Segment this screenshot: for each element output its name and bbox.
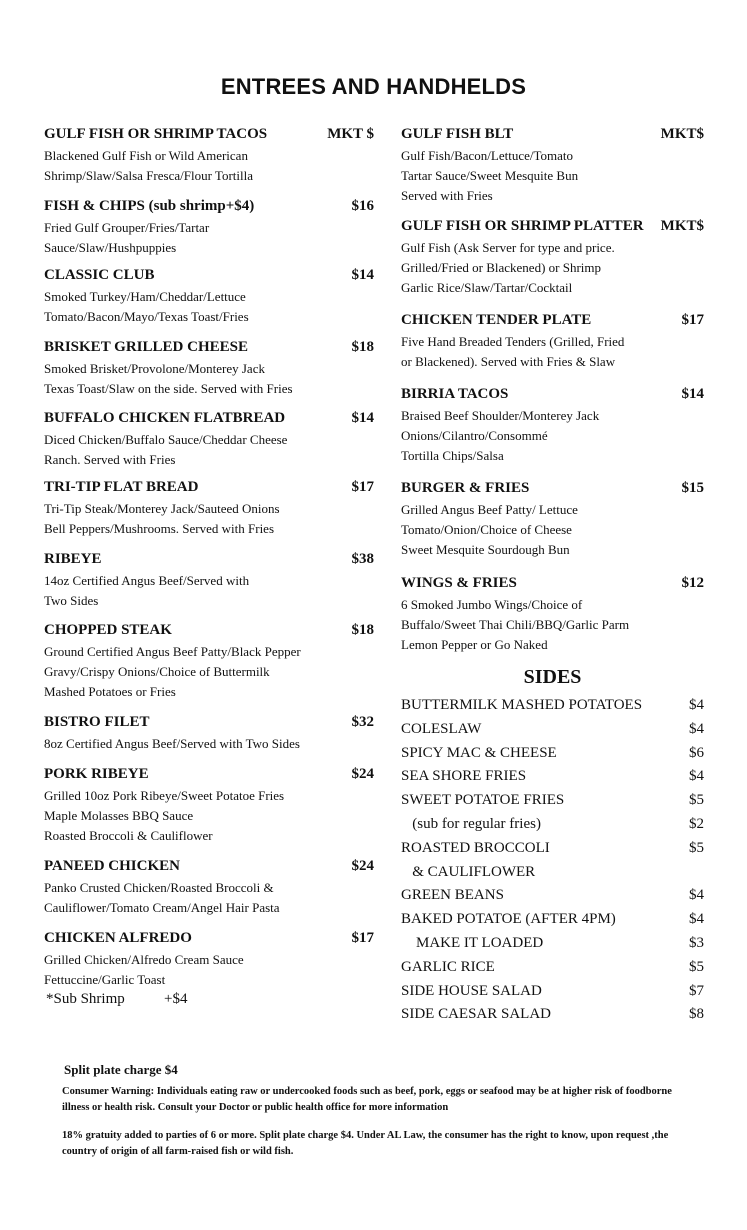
menu-item-price: $14 [351,267,374,283]
menu-item-name: GULF FISH OR SHRIMP PLATTER [401,218,644,234]
description-line: Tomato/Bacon/Mayo/Texas Toast/Fries [44,309,249,324]
menu-item-description [401,146,704,206]
side-item-price: $7 [689,982,704,999]
description-line: Tartar Sauce/Sweet Mesquite Bun [401,168,579,183]
side-item [401,861,704,883]
description-line: Tortilla Chips/Salsa [401,448,504,463]
side-item-label: SIDE HOUSE SALAD [401,982,542,999]
menu-item-description [44,430,374,470]
menu-item-note: (sub shrimp+$4) [144,198,255,214]
menu-item-price: $38 [351,551,374,567]
side-item [401,837,704,859]
description-line: Bell Peppers/Mushrooms. Served with Fries [44,521,275,536]
side-item-label: & CAULIFLOWER [401,863,536,880]
menu-item-header [401,478,704,498]
page-title: ENTREES AND HANDHELDS [220,74,527,99]
menu-item-header [44,337,374,357]
menu-item-price: MKT$ [660,126,704,142]
menu-item [44,928,374,990]
menu-item [401,124,704,206]
menu-item [44,549,374,611]
description-line: Smoked Brisket/Provolone/Monterey Jack [44,361,265,376]
menu-item-header [401,573,704,593]
description-line: Tomato/Onion/Choice of Cheese [401,522,572,537]
menu-item-description [44,499,374,539]
description-line: Grilled/Fried or Blackened) or Shrimp [401,260,602,275]
menu-item-price: $16 [351,198,374,214]
menu-item-description [44,571,374,611]
side-item-price: $5 [689,839,704,856]
menu-item-name: BRISKET GRILLED CHEESE [44,339,248,355]
menu-item-price: $24 [351,858,374,874]
menu-item [44,408,374,470]
description-line: Grilled 10oz Pork Ribeye/Sweet Potatoe Fries [44,788,285,803]
menu-item-price: $17 [351,930,374,946]
menu-item-price: $18 [351,339,374,355]
menu-item-name: BURGER & FRIES [401,480,530,496]
description-line: 14oz Certified Angus Beef/Served with [44,573,250,588]
description-line: Buffalo/Sweet Thai Chili/BBQ/Garlic Parm [401,617,630,632]
menu-item-description [44,950,374,990]
menu-item-price: $17 [351,479,374,495]
description-line: Cauliflower/Tomato Cream/Angel Hair Pasta [44,900,280,915]
side-item-label: COLESLAW [401,720,482,737]
side-item-price: $6 [689,744,704,761]
menu-item-name: BISTRO FILET [44,714,150,730]
side-item-price: $4 [689,887,704,904]
menu-item-description [44,642,374,702]
menu-item-header [401,310,704,330]
menu-item-price: $18 [351,622,374,638]
menu-item-header [401,384,704,404]
menu-item-name: RIBEYE [44,551,102,567]
menu-item [44,712,374,754]
split-plate-note: Split plate charge $4 [64,1062,178,1077]
menu-item-description [44,878,374,918]
menu-item-header [44,265,374,285]
sub-shrimp-label: *Sub Shrimp [46,991,125,1007]
menu-item-header [44,928,374,948]
side-item-price: $5 [689,792,704,809]
description-line: Panko Crusted Chicken/Roasted Broccoli & [44,880,274,895]
description-line: Gravy/Crispy Onions/Choice of Buttermilk [44,664,270,679]
menu-item-name: GULF FISH OR SHRIMP TACOS [44,126,268,142]
description-line: Sweet Mesquite Sourdough Bun [401,542,570,557]
side-item-label: BAKED POTATOE (AFTER 4PM) [401,911,616,928]
description-line: Braised Beef Shoulder/Monterey Jack [401,408,600,423]
description-line: Garlic Rice/Slaw/Tartar/Cocktail [401,280,573,295]
description-line: 6 Smoked Jumbo Wings/Choice of [401,597,583,612]
side-item [401,789,704,811]
sides-title: SIDES [523,666,582,688]
description-line: Ranch. Served with Fries [44,452,176,467]
menu-item-price: MKT $ [327,126,374,142]
side-item [401,932,704,954]
description-line: Tri-Tip Steak/Monterey Jack/Sauteed Onions [44,501,280,516]
description-line: Diced Chicken/Buffalo Sauce/Cheddar Cheese [44,432,288,447]
menu-item-price: $14 [351,410,374,426]
menu-item-price: $14 [681,386,704,402]
menu-item-header [44,764,374,784]
description-line: Fried Gulf Grouper/Fries/Tartar [44,220,210,235]
description-line: Gulf Fish (Ask Server for type and price. [401,240,615,255]
menu-item [44,196,374,258]
description-line: Maple Molasses BBQ Sauce [44,808,194,823]
menu-item-price: MKT$ [660,218,704,234]
menu-item [401,310,704,372]
menu-item [44,124,374,186]
description-line: Mashed Potatoes or Fries [44,684,176,699]
side-item-label: SEA SHORE FRIES [401,768,527,785]
menu-item-description [401,332,704,372]
side-item-label: ROASTED BROCCOLI [401,839,550,856]
menu-item [44,265,374,327]
side-item-price: $4 [689,768,704,785]
menu-item-name: CHICKEN TENDER PLATE [401,312,592,328]
description-line: Onions/Cilantro/Consommé [401,428,548,443]
menu-item-header [401,124,704,144]
menu-item-description [401,406,704,466]
description-line: Gulf Fish/Bacon/Lettuce/Tomato [401,148,574,163]
menu-item-header [44,620,374,640]
side-item-price: $4 [689,720,704,737]
menu-item [401,384,704,466]
menu-item-name: CHOPPED STEAK [44,622,172,638]
menu-item [44,477,374,539]
menu-item-header [44,856,374,876]
menu-item-name: PORK RIBEYE [44,766,149,782]
menu-item-description [44,359,374,399]
menu-item [401,478,704,560]
menu-item [44,620,374,702]
side-item-price: $3 [689,935,704,951]
menu-item-name: BUFFALO CHICKEN FLATBREAD [44,410,286,426]
menu-item-name: GULF FISH BLT [401,126,514,142]
side-item-label: SWEET POTATOE FRIES [401,792,565,809]
side-item [401,884,704,906]
side-item [401,813,704,835]
side-item-price: $8 [689,1006,704,1023]
description-line: Ground Certified Angus Beef Patty/Black Pepper [44,644,301,659]
menu-item-name: BIRRIA TACOS [401,386,509,402]
description-line: or Blackened). Served with Fries & Slaw [401,354,616,369]
side-item [401,1003,704,1025]
menu-item-name: PANEED CHICKEN [44,858,180,874]
menu-item-header [44,124,374,144]
side-item-label: SIDE CAESAR SALAD [401,1006,552,1023]
menu-item-header [401,216,704,236]
description-line: Fettuccine/Garlic Toast [44,972,166,987]
sub-shrimp-price: +$4 [164,991,188,1007]
description-line: Grilled Chicken/Alfredo Cream Sauce [44,952,244,967]
menu-item-name: WINGS & FRIES [401,575,517,591]
side-item-price: $5 [689,958,704,975]
menu-item-description [44,786,374,846]
side-item-price: $4 [689,697,704,713]
description-line: Roasted Broccoli & Cauliflower [44,828,213,843]
description-line: Smoked Turkey/Ham/Cheddar/Lettuce [44,289,246,304]
menu-item-name: FISH & CHIPS [44,198,145,214]
menu-item-description [44,734,374,754]
description-line: Shrimp/Slaw/Salsa Fresca/Flour Tortilla [44,168,254,183]
menu-item-header [44,196,374,216]
menu-item-name: CLASSIC CLUB [44,267,155,283]
side-item [401,956,704,978]
menu-item-price: $15 [681,480,704,496]
side-item-label: (sub for regular fries) [401,816,541,832]
side-item [401,718,704,740]
menu-item [401,216,704,298]
menu-item [44,337,374,399]
menu-item-price: $32 [351,714,374,730]
menu-item-description [401,500,704,560]
menu-item-name: TRI-TIP FLAT BREAD [44,479,199,495]
side-item [401,765,704,787]
side-item-price: $2 [689,816,704,832]
menu-item-header [44,477,374,497]
side-item-label: SPICY MAC & CHEESE [401,744,557,761]
menu-item-header [44,712,374,732]
consumer-warning: Consumer Warning: Individuals eating raw or undercooked foods such as beef, pork, eggs or seafood may be at higher risk of foodborne illness or health risk. Consult your Doctor or public health office for more information [62,1086,672,1113]
menu-item-header [44,549,374,569]
description-line: Served with Fries [401,188,493,203]
menu-item-price: $24 [351,766,374,782]
menu-item-description [44,218,374,258]
menu-item-price: $17 [681,312,704,328]
menu-item [44,764,374,846]
description-line: Blackened Gulf Fish or Wild American [44,148,248,163]
menu-item-price: $12 [681,575,704,591]
footer [62,1062,682,1160]
side-item [401,908,704,930]
description-line: Two Sides [44,593,99,608]
menu-item [44,856,374,918]
side-item-label: GREEN BEANS [401,887,504,904]
side-item [401,694,704,716]
side-item-price: $4 [689,911,704,928]
menu-item-description [44,287,374,327]
menu-item [401,573,704,655]
side-item [401,742,704,764]
side-item [401,980,704,1002]
menu-item-description [401,238,704,298]
description-line: Grilled Angus Beef Patty/ Lettuce [401,502,578,517]
description-line: Texas Toast/Slaw on the side. Served with Fries [44,381,293,396]
menu-item-description [44,146,374,186]
menu-item-header [44,408,374,428]
description-line: Sauce/Slaw/Hushpuppies [44,240,177,255]
side-item-label: BUTTERMILK MASHED POTATOES [401,697,643,713]
sub-shrimp-note [46,991,188,1008]
menu-item-name: CHICKEN ALFREDO [44,930,192,946]
description-line: Lemon Pepper or Go Naked [401,637,548,652]
menu-item-description [401,595,704,655]
description-line: Five Hand Breaded Tenders (Grilled, Fried [401,334,625,349]
side-item-label: MAKE IT LOADED [401,935,544,951]
gratuity-note: 18% gratuity added to parties of 6 or more. Split plate charge $4. Under AL Law, the consumer has the right to know, upon request ,the country of origin of all farm-raised fish or wild fish. [62,1130,669,1157]
side-item-label: GARLIC RICE [401,958,495,975]
description-line: 8oz Certified Angus Beef/Served with Two Sides [44,736,300,751]
